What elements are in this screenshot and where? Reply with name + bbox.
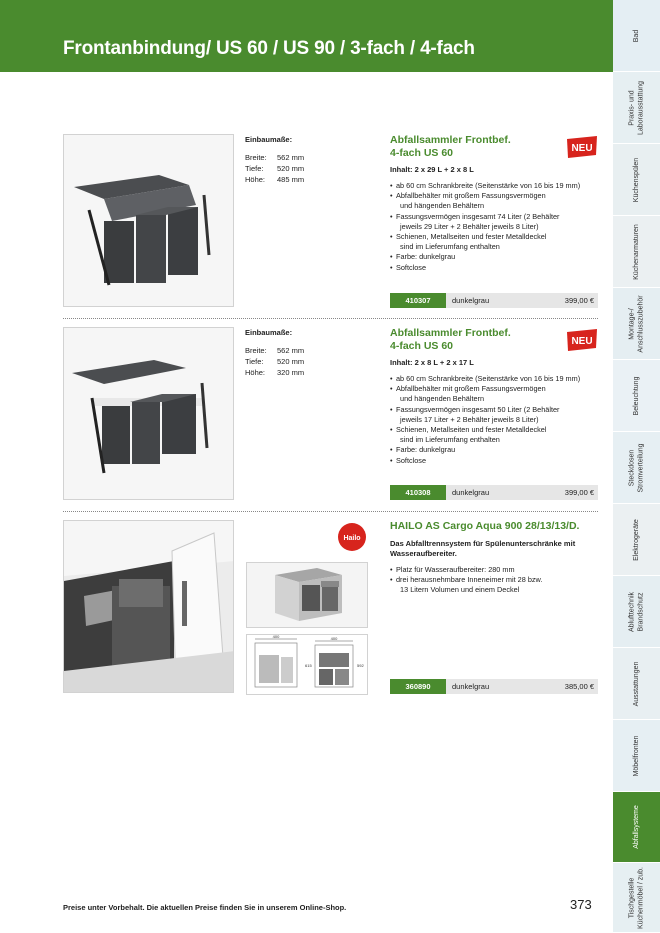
list-item: • Softclose	[390, 263, 598, 273]
hailo-logo	[337, 522, 367, 552]
tab-steckdosen[interactable]: Steckdosen Stromverteilung	[613, 432, 660, 504]
feature-list	[390, 181, 598, 273]
price-bar	[390, 485, 598, 500]
list-item: • Farbe: dunkelgrau	[390, 252, 598, 262]
tab-kuechenarmaturen[interactable]: Küchenarmaturen	[613, 216, 660, 288]
price-bar	[390, 679, 598, 694]
product-contents: Inhalt: 2 x 29 L + 2 x 8 L	[390, 165, 474, 174]
list-item: • Softclose	[390, 456, 598, 466]
tab-kuechenspuelen[interactable]: Küchenspülen	[613, 144, 660, 216]
new-badge	[565, 135, 599, 159]
list-item: • ab 60 cm Schrankbreite (Seitenstärke von 16 bis 19 mm)	[390, 181, 598, 191]
list-item: • drei herausnehmbare Inneneimer mit 28 bzw. 13 Litern Volumen und einem Deckel	[390, 575, 598, 595]
tab-moebelfronten[interactable]: Möbelfronten	[613, 720, 660, 792]
product-360890	[63, 520, 598, 695]
price: 399,00 €	[564, 296, 594, 305]
color-name: dunkelgrau	[452, 488, 490, 497]
svg-text:400: 400	[272, 635, 280, 639]
svg-text:NEU: NEU	[571, 336, 593, 347]
list-item: • Abfallbehälter mit großem Fassungsvermögen und hängenden Behältern	[390, 191, 598, 211]
tab-elektrogeraete[interactable]: Elektrogeräte	[613, 504, 660, 576]
product-410308	[63, 327, 598, 502]
product-image	[63, 134, 234, 307]
dims-heading: Einbaumaße:	[245, 328, 293, 337]
page-header	[0, 0, 613, 72]
product-title[interactable]: HAILO AS Cargo Aqua 900 28/13/13/D.	[390, 520, 580, 532]
product-title[interactable]: Abfallsammler Frontbef. 4-fach US 60	[390, 327, 511, 352]
tab-montage-zubehoer[interactable]: Montage-/ Anschlusszubehör	[613, 288, 660, 360]
tab-bad[interactable]: Bad	[613, 0, 660, 72]
list-item: • Schienen, Metallseiten und fester Metalldeckel sind im Lieferumfang enthalten	[390, 232, 598, 252]
svg-text:400: 400	[330, 636, 338, 641]
tab-beleuchtung[interactable]: Beleuchtung	[613, 360, 660, 432]
list-item: • Schienen, Metallseiten und fester Metalldeckel sind im Lieferumfang enthalten	[390, 425, 598, 445]
page-number: 373	[570, 897, 592, 912]
product-410307	[63, 134, 598, 309]
color-name: dunkelgrau	[452, 296, 490, 305]
installation-dimensions	[245, 327, 304, 378]
product-description: Das Abfalltrennsystem für Spülenunterschränke mit Wasseraufbereiter.	[390, 539, 576, 558]
article-number[interactable]: 410308	[390, 485, 446, 500]
technical-drawing	[246, 634, 368, 695]
list-item: • Abfallbehälter mit großem Fassungsvermögen und hängenden Behältern	[390, 384, 598, 404]
dim-row: Breite: 562 mm	[245, 346, 305, 355]
tab-ablufttechnik[interactable]: Ablufttechnik Brandschutz	[613, 576, 660, 648]
product-info	[390, 520, 598, 691]
feature-list	[390, 565, 598, 596]
product-image	[63, 520, 234, 693]
dims-heading: Einbaumaße:	[245, 135, 293, 144]
tab-ausstattungen[interactable]: Ausstattungen	[613, 648, 660, 720]
feature-list	[390, 374, 598, 466]
product-image-small	[246, 562, 368, 628]
svg-text:615: 615	[305, 663, 312, 668]
tab-abfallsysteme[interactable]: Abfallsysteme	[613, 792, 660, 863]
svg-text:NEU: NEU	[571, 143, 593, 154]
list-item: • Fassungsvermögen insgesamt 74 Liter (2 Behälter jeweils 29 Liter + 2 Behälter jeweils 8 Liter)	[390, 212, 598, 232]
list-item: • ab 60 cm Schrankbreite (Seitenstärke von 16 bis 19 mm)	[390, 374, 598, 384]
dim-row: Höhe: 320 mm	[245, 368, 305, 377]
dim-row: Tiefe: 520 mm	[245, 164, 305, 173]
product-image	[63, 327, 234, 500]
dim-row: Höhe: 485 mm	[245, 175, 305, 184]
article-number[interactable]: 410307	[390, 293, 446, 308]
section-divider	[63, 318, 598, 319]
color-name: dunkelgrau	[452, 682, 490, 691]
svg-text:Hailo: Hailo	[343, 535, 361, 542]
tab-praxis-labor[interactable]: Praxis- und Laborausstattung	[613, 72, 660, 144]
price: 399,00 €	[564, 488, 594, 497]
price-bar	[390, 293, 598, 308]
tab-tischgestelle[interactable]: Tischgestelle Küchenmöbel / zub.	[613, 863, 660, 933]
section-divider	[63, 511, 598, 512]
page-title: Frontanbindung/ US 60 / US 90 / 3-fach / 4-fach	[63, 38, 475, 59]
svg-text:592: 592	[357, 663, 364, 668]
dim-row: Breite: 562 mm	[245, 153, 305, 162]
product-contents: Inhalt: 2 x 8 L + 2 x 17 L	[390, 358, 474, 367]
category-tabs	[613, 0, 660, 933]
installation-dimensions	[245, 134, 304, 185]
price: 385,00 €	[564, 682, 594, 691]
list-item: • Farbe: dunkelgrau	[390, 445, 598, 455]
list-item: • Platz für Wasseraufbereiter: 280 mm	[390, 565, 598, 575]
new-badge	[565, 328, 599, 352]
list-item: • Fassungsvermögen insgesamt 50 Liter (2 Behälter jeweils 17 Liter + 2 Behälter jeweils 8 Liter)	[390, 405, 598, 425]
footer-note: Preise unter Vorbehalt. Die aktuellen Preise finden Sie in unserem Online-Shop.	[63, 903, 347, 912]
product-title[interactable]: Abfallsammler Frontbef. 4-fach US 60	[390, 134, 511, 159]
article-number[interactable]: 360890	[390, 679, 446, 694]
dim-row: Tiefe: 520 mm	[245, 357, 305, 366]
